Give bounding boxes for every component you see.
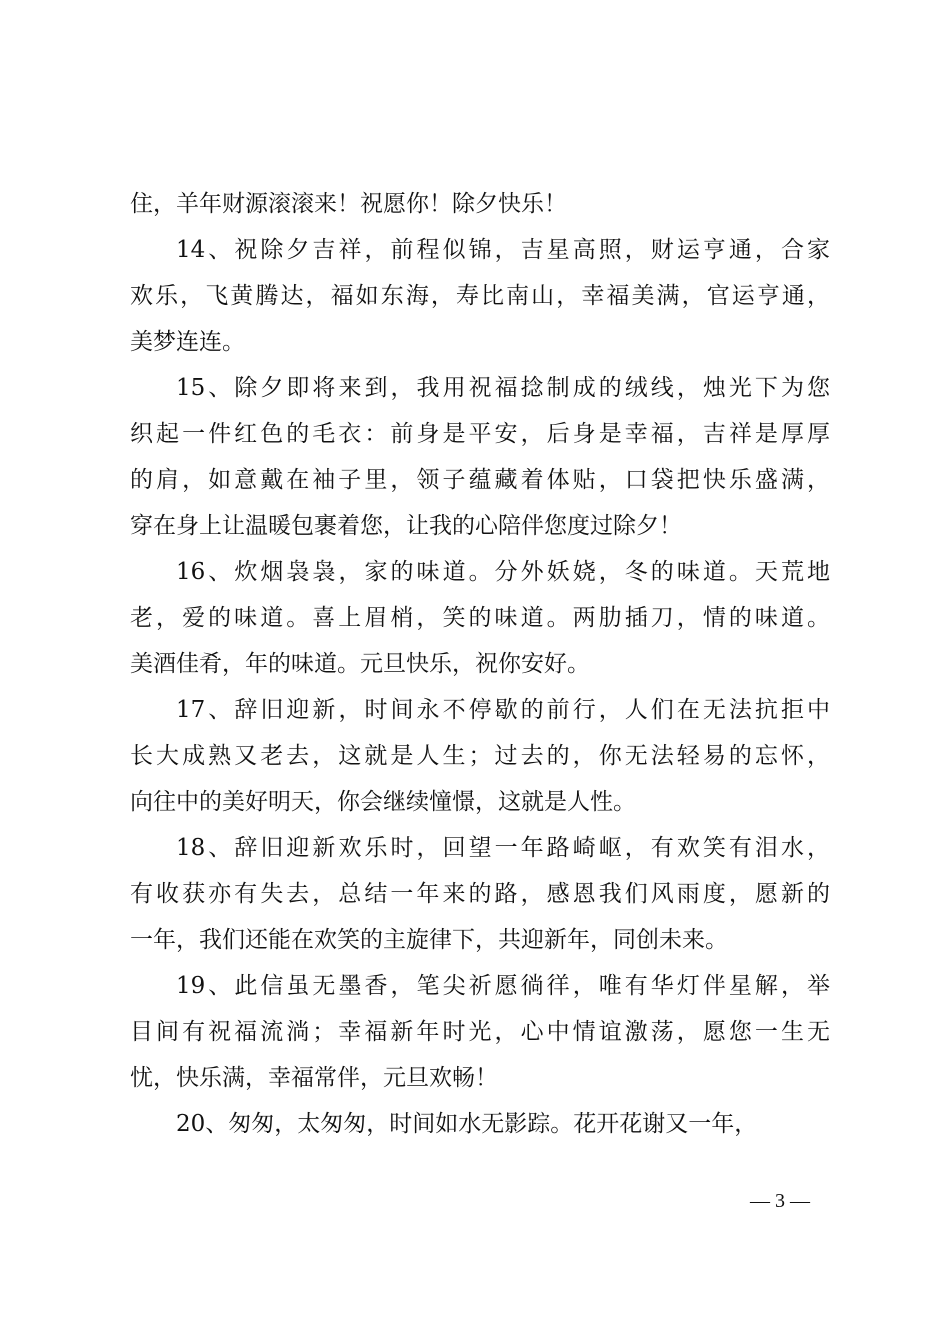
- text-line: 美酒佳肴，年的味道。元旦快乐，祝你安好。: [130, 651, 590, 677]
- text-line: 住，羊年财源滚滚来！祝愿你！除夕快乐！: [130, 191, 567, 217]
- paragraph-19: [130, 963, 830, 1101]
- text-line: 织起一件红色的毛衣：前身是平安，后身是幸福，吉祥是厚厚: [130, 421, 830, 447]
- text-line: 一年，我们还能在欢笑的主旋律下，共迎新年，同创未来。: [130, 927, 728, 953]
- text-line: 17、辞旧迎新，时间永不停歇的前行，人们在无法抗拒中: [176, 697, 830, 723]
- text-line: 长大成熟又老去，这就是人生；过去的，你无法轻易的忘怀，: [130, 743, 830, 769]
- text-line: 穿在身上让温暖包裹着您，让我的心陪伴您度过除夕！: [130, 513, 682, 539]
- paragraph-16: [130, 549, 830, 687]
- text-line: 19、此信虽无墨香，笔尖祈愿徜徉，唯有华灯伴星解，举: [176, 973, 830, 999]
- text-line: 18、辞旧迎新欢乐时，回望一年路崎岖，有欢笑有泪水，: [176, 835, 830, 861]
- text-line: 美梦连连。: [130, 329, 245, 355]
- text-line: 忧，快乐满，幸福常伴，元旦欢畅！: [130, 1065, 498, 1091]
- text-line: 16、炊烟袅袅，家的味道。分外妖娆，冬的味道。天荒地: [176, 559, 830, 585]
- text-line: 老，爱的味道。喜上眉梢，笑的味道。两肋插刀，情的味道。: [130, 605, 830, 631]
- text-line: 有收获亦有失去，总结一年来的路，感恩我们风雨度，愿新的: [130, 881, 830, 907]
- page-number: — 3 —: [750, 1190, 810, 1212]
- text-line: 目间有祝福流淌；幸福新年时光，心中情谊激荡，愿您一生无: [130, 1019, 830, 1045]
- document-body: [130, 181, 830, 1147]
- text-line: 20、匆匆，太匆匆，时间如水无影踪。花开花谢又一年，: [176, 1111, 758, 1137]
- paragraph-17: [130, 687, 830, 825]
- text-line: 15、除夕即将来到，我用祝福捻制成的绒线，烛光下为您: [176, 375, 830, 401]
- text-line: 的肩，如意戴在袖子里，领子蕴藏着体贴，口袋把快乐盛满，: [130, 467, 830, 493]
- paragraph-14: [130, 227, 830, 365]
- paragraph-18: [130, 825, 830, 963]
- text-line: 14、祝除夕吉祥，前程似锦，吉星高照，财运亨通，合家: [176, 237, 830, 263]
- paragraph-15: [130, 365, 830, 549]
- text-line: 向往中的美好明天，你会继续憧憬，这就是人性。: [130, 789, 636, 815]
- paragraph-20: [130, 1101, 830, 1147]
- text-line: 欢乐，飞黄腾达，福如东海，寿比南山，幸福美满，官运亨通，: [130, 283, 830, 309]
